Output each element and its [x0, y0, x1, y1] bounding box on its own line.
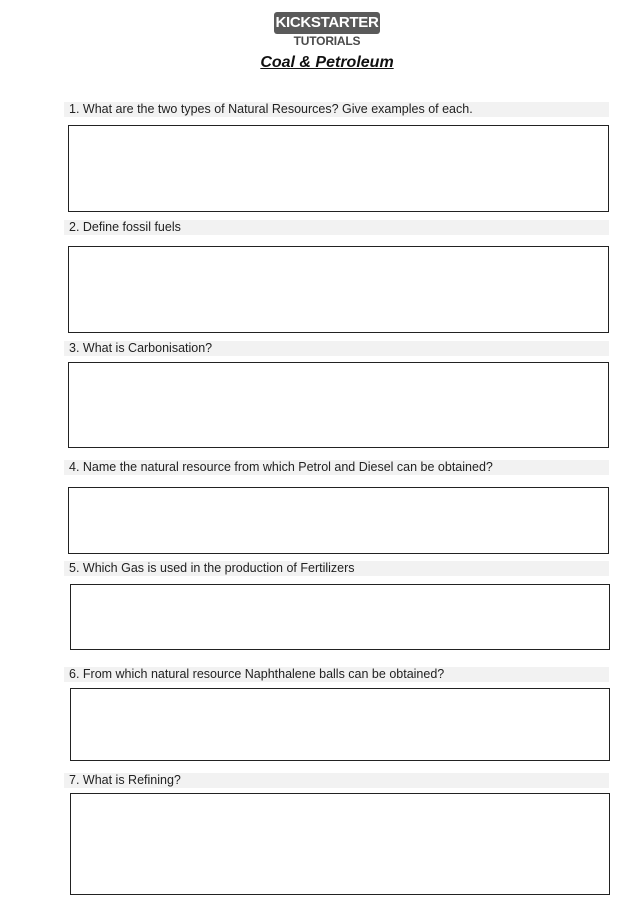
question-2-bar: [64, 220, 609, 235]
question-4-bar: [64, 460, 609, 475]
question-2-text: 2. Define fossil fuels: [69, 220, 181, 234]
question-5-bar: [64, 561, 609, 576]
logo-line-2: TUTORIALS: [293, 34, 361, 48]
answer-box-4[interactable]: [68, 487, 609, 554]
answer-box-2[interactable]: [68, 246, 609, 333]
question-3-text: 3. What is Carbonisation?: [69, 341, 213, 355]
answer-box-7[interactable]: [70, 793, 610, 895]
answer-box-5[interactable]: [70, 584, 610, 650]
answer-box-3[interactable]: [68, 362, 609, 448]
answer-box-1[interactable]: [68, 125, 609, 212]
question-1-text: 1. What are the two types of Natural Resources? Give examples of each.: [69, 102, 473, 116]
answer-box-6[interactable]: [70, 688, 610, 761]
question-6-bar: [64, 667, 609, 682]
question-1-bar: [64, 102, 609, 117]
question-7-bar: [64, 773, 609, 788]
question-3-bar: [64, 341, 609, 356]
kickstarter-tutorials-logo: [274, 12, 380, 48]
question-5-text: 5. Which Gas is used in the production of Fertilizers: [69, 561, 355, 575]
page-title: Coal & Petroleum: [260, 54, 394, 71]
logo-line-1: KICKSTARTER: [274, 12, 380, 34]
question-6-text: 6. From which natural resource Naphthalene balls can be obtained?: [69, 667, 445, 681]
question-7-text: 7. What is Refining?: [69, 773, 181, 787]
question-4-text: 4. Name the natural resource from which Petrol and Diesel can be obtained?: [69, 460, 493, 474]
